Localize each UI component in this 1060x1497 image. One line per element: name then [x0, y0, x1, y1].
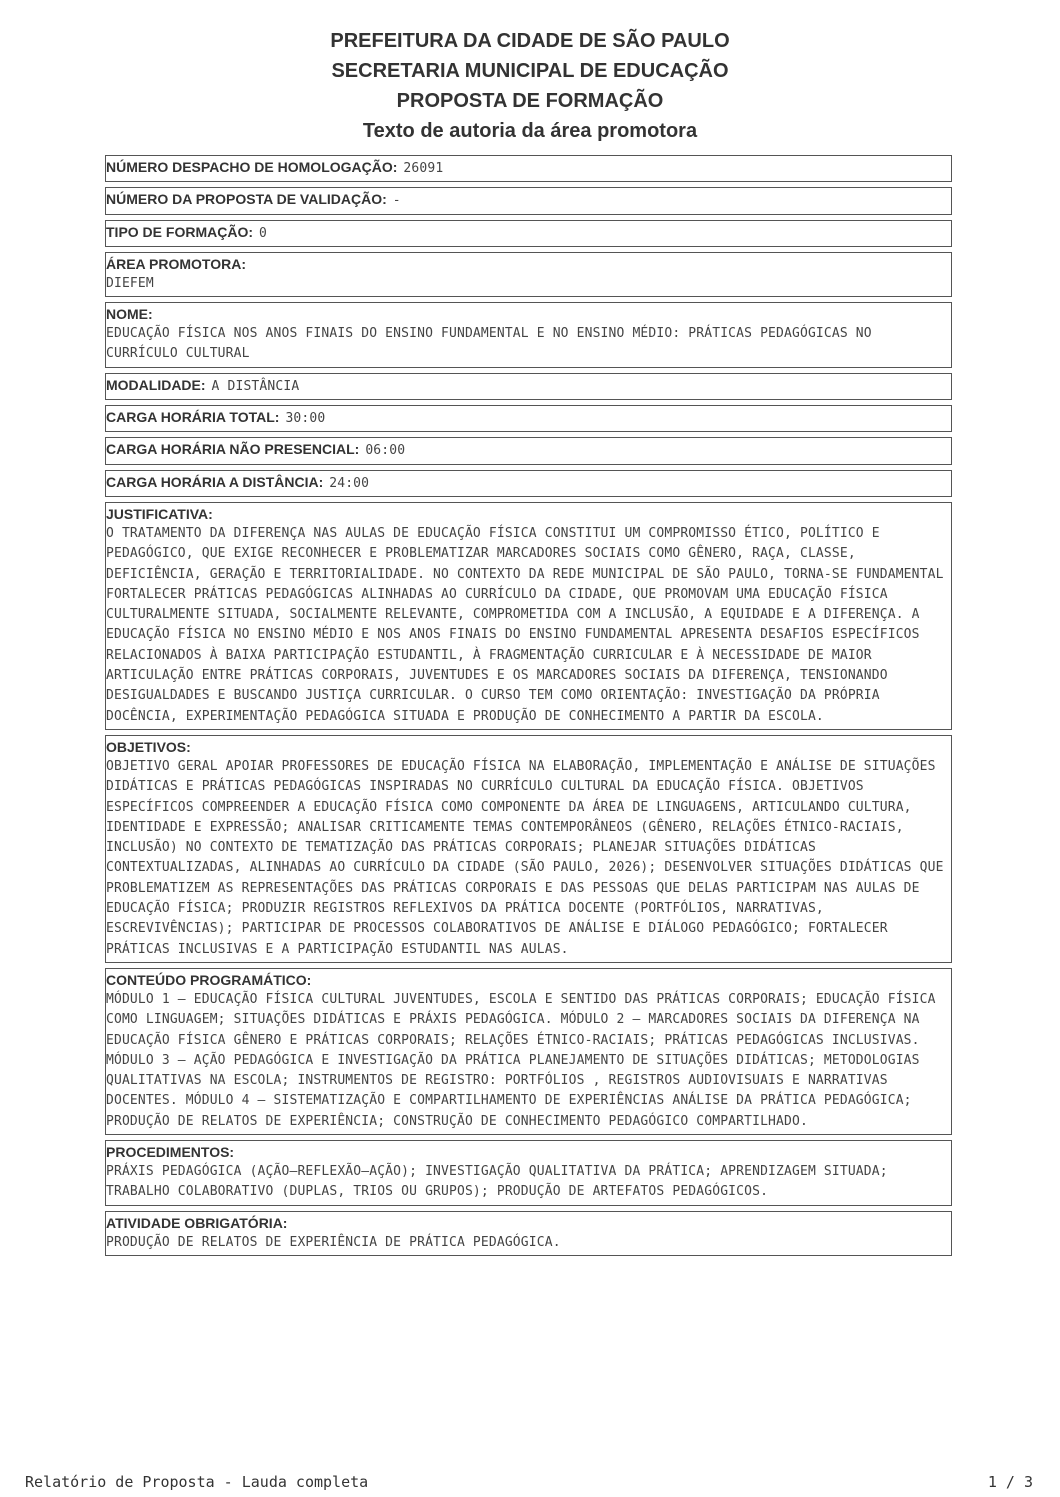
field-value: MÓDULO 1 — EDUCAÇÃO FÍSICA CULTURAL JUVENTUDES, ESCOLA E SENTIDO DAS PRÁTICAS CORPORAIS; EDUCAÇÃO FÍSICA COMO LINGUAGEM; SITUAÇÕES DIDÁTICAS E PRÁXIS PEDAGÓGICA. MÓDULO 2 — MARCADORES SOCIAIS DA DIFERENÇA NA EDUCAÇÃO FÍSICA GÊNERO E PRÁTICAS CORPORAIS; RELAÇÕES ÉTNICO-RACIAIS; PRÁTICAS PEDAGÓGICAS INCLUSIVAS. MÓDULO 3 — AÇÃO PEDAGÓGICA E INVESTIGAÇÃO DA PRÁTICA PLANEJAMENTO DE SITUAÇÕES DIDÁTICAS; METODOLOGIAS QUALITATIVAS NA ESCOLA; INSTRUMENTOS DE REGISTRO: PORTFÓLIOS , REGISTROS AUDIOVISUAIS E NARRATIVAS DOCENTES. MÓDULO 4 — SISTEMATIZAÇÃO E COMPARTILHAMENTO DE EXPERIÊNCIAS ANÁLISE DA PRÁTICA PEDAGÓGICA; PRODUÇÃO DE RELATOS DE EXPERIÊNCIA; CONSTRUÇÃO DE CONHECIMENTO PEDAGÓGICO COMPARTILHADO.	[106, 991, 936, 1129]
field-despacho	[105, 155, 952, 182]
field-label: CONTEÚDO PROGRAMÁTICO:	[106, 971, 312, 988]
field-label: CARGA HORÁRIA TOTAL:	[106, 409, 280, 426]
footer-report-title: Relatório de Proposta - Lauda completa	[25, 1473, 369, 1491]
field-label: CARGA HORÁRIA A DISTÂNCIA:	[106, 473, 324, 490]
field-label: NÚMERO DA PROPOSTA DE VALIDAÇÃO:	[106, 191, 387, 208]
field-value: DIEFEM	[106, 275, 154, 291]
header-proposta: PROPOSTA DE FORMAÇÃO	[396, 90, 664, 112]
document-header	[0, 26, 1060, 146]
field-value: EDUCAÇÃO FÍSICA NOS ANOS FINAIS DO ENSINO FUNDAMENTAL E NO ENSINO MÉDIO: PRÁTICAS PEDAGÓGICAS NO CURRÍCULO CULTURAL	[106, 326, 872, 362]
proposal-fields	[105, 155, 952, 1261]
field-label: TIPO DE FORMAÇÃO:	[106, 223, 253, 240]
field-proposta-validacao	[105, 187, 952, 214]
field-label: PROCEDIMENTOS:	[106, 1143, 235, 1160]
field-tipo-formacao	[105, 220, 952, 247]
field-objetivos	[105, 735, 952, 963]
field-value: O TRATAMENTO DA DIFERENÇA NAS AULAS DE EDUCAÇÃO FÍSICA CONSTITUI UM COMPROMISSO ÉTICO, POLÍTICO E PEDAGÓGICO, QUE EXIGE RECONHECER E PROBLEMATIZAR MARCADORES SOCIAIS COMO GÊNERO, RAÇA, CLASSE, DEFICIÊNCIA, GERAÇÃO E TERRITORIALIDADE. NO CONTEXTO DA REDE MUNICIPAL DE SÃO PAULO, TORNA-SE FUNDAMENTAL FORTALECER PRÁTICAS PEDAGÓGICAS ALINHADAS AO CURRÍCULO DA CIDADE, QUE PROMOVAM UMA EDUCAÇÃO FÍSICA CULTURALMENTE SITUADA, SOCIALMENTE RELEVANTE, COMPROMETIDA COM A INCLUSÃO, A EQUIDADE E A DIFERENÇA. A EDUCAÇÃO FÍSICA NO ENSINO MÉDIO E NOS ANOS FINAIS DO ENSINO FUNDAMENTAL APRESENTA DESAFIOS ESPECÍFICOS RELACIONADOS À BAIXA PARTICIPAÇÃO ESTUDANTIL, À FRAGMENTAÇÃO CURRICULAR E À NECESSIDADE DE MAIOR ARTICULAÇÃO ENTRE PRÁTICAS CORPORAIS, JUVENTUDES E OS MARCADORES SOCIAIS DA DIFERENÇA, TENSIONANDO DESIGUALDADES E BUSCANDO JUSTIÇA CURRICULAR. O CURSO TEM COMO ORIENTAÇÃO: INVESTIGAÇÃO DA PRÓPRIA DOCÊNCIA, EXPERIMENTAÇÃO PEDAGÓGICA SITUADA E PRODUÇÃO DE CONHECIMENTO A PARTIR DA ESCOLA.	[106, 525, 944, 724]
field-carga-nao-presencial	[105, 437, 952, 464]
field-nome	[105, 302, 952, 368]
field-value: PRÁXIS PEDAGÓGICA (AÇÃO—REFLEXÃO—AÇÃO); INVESTIGAÇÃO QUALITATIVA DA PRÁTICA; APRENDIZAGEM SITUADA; TRABALHO COLABORATIVO (DUPLAS, TRIOS OU GRUPOS); PRODUÇÃO DE ARTEFATOS PEDAGÓGICOS.	[106, 1163, 888, 1200]
field-label: NOME:	[106, 306, 153, 323]
field-value: 24:00	[329, 475, 370, 491]
field-value: 30:00	[285, 411, 326, 427]
field-conteudo-programatico	[105, 968, 952, 1135]
field-label: JUSTIFICATIVA:	[106, 505, 213, 522]
field-label: NÚMERO DESPACHO DE HOMOLOGAÇÃO:	[106, 159, 398, 175]
field-value: 06:00	[365, 443, 406, 459]
field-modalidade	[105, 373, 952, 400]
page-number: 1 / 3	[987, 1473, 1033, 1491]
field-value: PRODUÇÃO DE RELATOS DE EXPERIÊNCIA DE PRÁTICA PEDAGÓGICA.	[106, 1234, 561, 1250]
field-value: A DISTÂNCIA	[211, 378, 300, 394]
field-carga-total	[105, 405, 952, 432]
field-label: OBJETIVOS:	[106, 738, 191, 755]
field-label: ÁREA PROMOTORA:	[106, 255, 246, 272]
field-value: -	[392, 193, 401, 209]
field-carga-distancia	[105, 470, 952, 497]
field-atividade-obrigatoria	[105, 1211, 952, 1256]
field-area-promotora	[105, 252, 952, 297]
header-subtitle: Texto de autoria da área promotora	[362, 120, 698, 142]
header-prefeitura: PREFEITURA DA CIDADE DE SÃO PAULO	[330, 30, 730, 52]
header-secretaria: SECRETARIA MUNICIPAL DE EDUCAÇÃO	[331, 60, 729, 82]
field-procedimentos	[105, 1140, 952, 1206]
page-footer	[25, 1473, 1033, 1491]
field-justificativa	[105, 502, 952, 730]
field-value: 26091	[403, 161, 444, 176]
field-label: CARGA HORÁRIA NÃO PRESENCIAL:	[106, 441, 360, 458]
field-value: 0	[259, 225, 267, 241]
field-label: MODALIDADE:	[106, 376, 206, 393]
field-value: OBJETIVO GERAL APOIAR PROFESSORES DE EDUCAÇÃO FÍSICA NA ELABORAÇÃO, IMPLEMENTAÇÃO E ANÁLISE DE SITUAÇÕES DIDÁTICAS E PRÁTICAS PEDAGÓGICAS INSPIRADAS NO CURRÍCULO CULTURAL DA EDUCAÇÃO FÍSICA. OBJETIVOS ESPECÍFICOS COMPREENDER A EDUCAÇÃO FÍSICA COMO COMPONENTE DA ÁREA DE LINGUAGENS, ARTICULANDO CULTURA, IDENTIDADE E EXPRESSÃO; ANALISAR CRITICAMENTE TEMAS CONTEMPORÂNEOS (GÊNERO, RELAÇÕES ÉTNICO-RACIAIS, INCLUSÃO) NO CONTEXTO DE TEMATIZAÇÃO DAS PRÁTICAS CORPORAIS; PLANEJAR SITUAÇÕES DIDÁTICAS CONTEXTUALIZADAS, ALINHADAS AO CURRÍCULO DA CIDADE (SÃO PAULO, 2026); DESENVOLVER SITUAÇÕES DIDÁTICAS QUE PROBLEMATIZEM AS REPRESENTAÇÕES DAS PRÁTICAS CORPORAIS E DAS PESSOAS QUE DELAS PARTICIPAM NAS AULAS DE EDUCAÇÃO FÍSICA; PRODUZIR REGISTROS REFLEXIVOS DA PRÁTICA DOCENTE (PORTFÓLIOS, NARRATIVAS, ESCREVIVÊNCIAS); PARTICIPAR DE PROCESSOS COLABORATIVOS DE ANÁLISE E DIÁLOGO PEDAGÓGICO; FORTALECER PRÁTICAS INCLUSIVAS E A PARTICIPAÇÃO ESTUDANTIL NAS AULAS.	[106, 758, 944, 957]
field-label: ATIVIDADE OBRIGATÓRIA:	[106, 1214, 288, 1231]
